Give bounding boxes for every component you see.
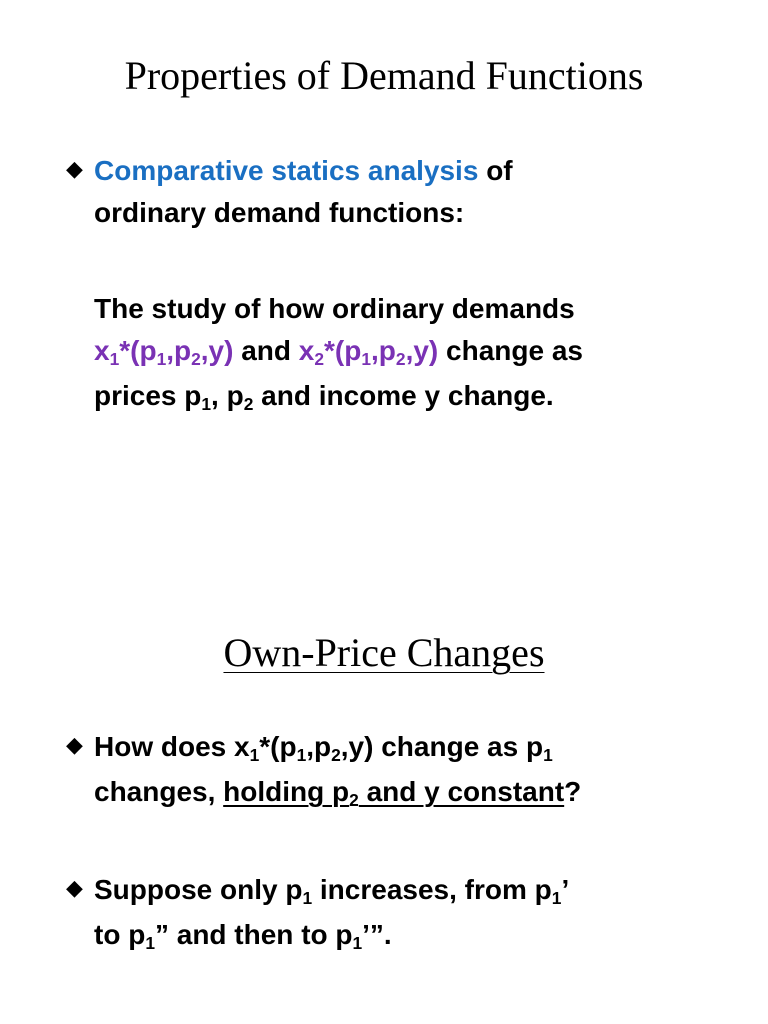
slide-title: Own-Price Changes xyxy=(223,630,545,675)
demand-x1: $x_1*(p_1,p_2,y)$ xyxy=(94,335,234,369)
holding-constant-underlined: holding $p_2$ and y constant xyxy=(223,776,565,810)
bullet-suppose-p1-increases: Suppose only $p_1$ increases, from $p_1$’ to $p_1$” and then to $p_1$’”. xyxy=(94,874,570,953)
bullet-diamond-icon: ◆ xyxy=(66,732,83,757)
demand-x2: $x_2*(p_1,p_2,y)$ xyxy=(298,335,439,369)
slide-title: Properties of Demand Functions xyxy=(124,53,644,98)
highlight-term: Comparative statics analysis xyxy=(94,155,479,186)
bullet-diamond-icon: ◆ xyxy=(66,156,83,181)
slide-own-price-changes xyxy=(0,600,768,1024)
bullet-how-does-x1-change: How does $x_1*(p_1,p_2,y)$ change as $p_1$ changes, holding $p_2$ and y constant? xyxy=(94,731,582,810)
bullet-diamond-icon: ◆ xyxy=(66,875,83,900)
bullet-comparative-statics: Comparative statics analysis of ordinary demand functions: xyxy=(94,155,513,228)
definition-paragraph: The study of how ordinary demands $x_1*(p_1,p_2,y)$ and $x_2*(p_1,p_2,y)$ change as prices $p_1$, $p_2$ and income y change. xyxy=(94,293,583,414)
